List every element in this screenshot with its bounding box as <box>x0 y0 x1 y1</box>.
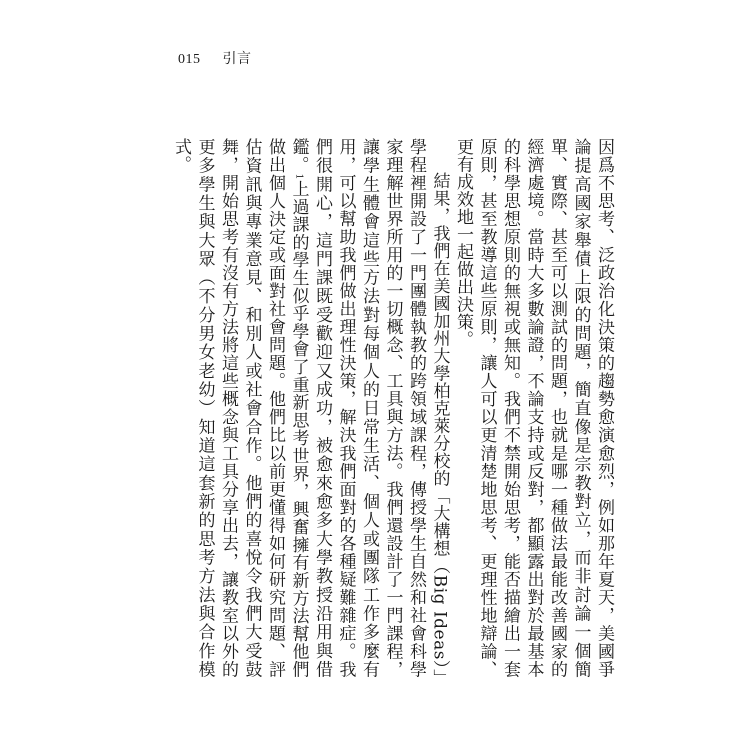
page-header <box>178 48 252 68</box>
footnote-mark: 1 <box>293 173 304 180</box>
paragraph-2-text: 結果，我們在美國加州大學柏克萊分校的「大構想（Big Ideas）」學程裡開設了一門團體執教的跨領域課程，傳授學生自然和社會科學家理解世界所用的一切概念、工具與方法。我們還設計了一門課程，讓學生體會這些方法對每個人的日常生活、個人或團隊工作多麼有用，可以幫助我們做出理性決策，解決我們面對的各種疑難雜症。我們很開心，這門課既受歡迎又成功，被愈來愈多大學教授沿用與借鑑。 <box>288 138 450 678</box>
page-number: 015 <box>178 52 201 67</box>
paragraph-1: 因爲不思考、泛政治化決策的趨勢愈演愈烈，例如那年夏天，美國爭論提高國家舉債上限的問題，簡直像是宗教對立，而非討論一個簡單、實際、甚至可以測試的問題，也就是哪一種做法最能改善國家的經濟處境。當時大多數論證，不論支持或反對，都顯露出對於最基本的科學思想原則的無視或無知。我們不禁開始思考，能否描繪出一套原則，甚至教導這些原則，讓人可以更清楚地思考、更理性地辯論、更有成效地一起做出決策。 <box>453 138 614 678</box>
paragraph-2-continued: 上過課的學生似乎學會了重新思考世界，興奮擁有新方法幫他們做出個人決定或面對社會問題。他們比以前更懂得如何研究問題、評估資訊與專業意見、和別人或社會合作。他們的喜悅令我們大受鼓舞，開始思考有沒有方法將這些概念與工具分享出去，讓教室以外的更多學生與大眾（不分男女老幼）知道這套新的思考方法與合作模式。 <box>171 138 309 679</box>
body-text <box>170 138 615 678</box>
section-title: 引言 <box>222 52 252 67</box>
paragraph-2 <box>169 138 451 678</box>
